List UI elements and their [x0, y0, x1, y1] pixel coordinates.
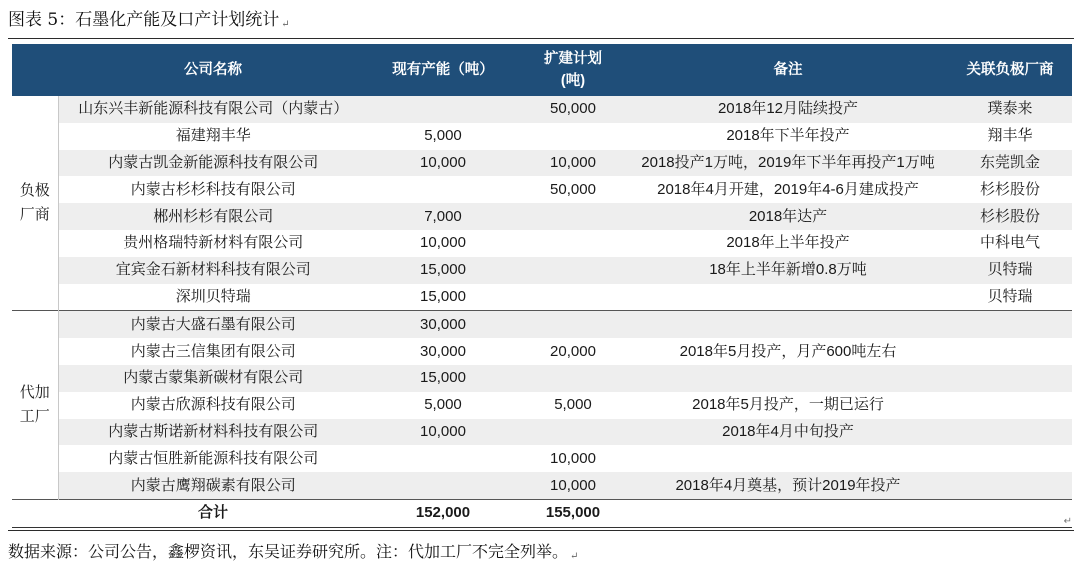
cell-capacity: 15,000	[368, 257, 518, 284]
header-note: 备注	[628, 44, 948, 96]
cell-plan	[518, 257, 628, 284]
cell-company: 郴州杉杉有限公司	[58, 203, 368, 230]
cell-note: 2018年4月开建，2019年4-6月建成投产	[657, 180, 919, 198]
cell-plan: 20,000	[550, 342, 596, 360]
cell-plan	[518, 230, 628, 257]
cell-related: 贝特瑞	[987, 287, 1033, 305]
cell-related	[948, 419, 1072, 446]
total-note-empty	[628, 499, 948, 527]
cell-company: 内蒙古欣源科技有限公司	[130, 396, 296, 414]
cell-note	[628, 311, 948, 338]
total-label: 合计	[58, 499, 368, 527]
cell-related: 中科电气	[979, 234, 1040, 252]
cell-plan: 50,000	[518, 96, 628, 123]
cell-capacity: 10,000	[420, 234, 466, 252]
cell-plan: 10,000	[518, 150, 628, 177]
total-row	[12, 499, 1072, 527]
cell-capacity	[368, 472, 518, 499]
table-row	[12, 338, 1072, 365]
cell-related	[948, 338, 1072, 365]
paragraph-mark-icon: ↵	[570, 551, 579, 562]
cell-plan	[518, 203, 628, 230]
cell-plan	[518, 365, 628, 392]
table-row	[12, 419, 1072, 446]
total-spacer	[12, 499, 58, 527]
total-related-empty	[948, 499, 1072, 527]
cell-company: 内蒙古大盛石墨有限公司	[58, 311, 368, 338]
paragraph-mark-icon: ↵	[281, 19, 290, 30]
header-group	[12, 44, 58, 96]
cell-note: 2018年12月陆续投产	[628, 96, 948, 123]
header-capacity: 现有产能（吨）	[368, 44, 518, 96]
cell-related	[948, 472, 1072, 499]
cell-plan	[518, 123, 628, 150]
cell-note	[628, 284, 948, 311]
cell-note: 2018年4月中旬投产	[628, 419, 948, 446]
cell-related	[948, 365, 1072, 392]
cell-related	[948, 311, 1072, 338]
cell-plan: 50,000	[550, 180, 596, 198]
cell-company: 内蒙古三信集团有限公司	[130, 342, 296, 360]
table-row	[12, 123, 1072, 150]
cell-capacity: 10,000	[368, 419, 518, 446]
cell-related: 杉杉股份	[979, 180, 1040, 198]
cell-capacity: 7,000	[368, 203, 518, 230]
table-row	[12, 230, 1072, 257]
cell-company: 内蒙古鹰翔碳素有限公司	[58, 472, 368, 499]
bottom-rule	[8, 530, 1074, 531]
cell-related: 翔丰华	[987, 127, 1033, 145]
cell-related: 贝特瑞	[948, 257, 1072, 284]
table-row	[12, 392, 1072, 419]
cell-company: 贵州格瑞特新材料有限公司	[123, 234, 304, 252]
caption-text: 图表 5：石墨化产能及口产计划统计	[8, 10, 280, 30]
cell-note: 2018年5月投产，一期已运行	[692, 396, 884, 414]
cell-note: 2018投产1万吨，2019年下半年再投产1万吨	[628, 150, 948, 177]
cell-plan: 10,000	[550, 449, 596, 467]
cell-note: 2018年5月投产，月产600吨左右	[679, 342, 897, 360]
cell-capacity: 15,000	[420, 287, 466, 305]
header-related: 关联负极厂商	[948, 44, 1072, 96]
cell-related: 璞泰来	[948, 96, 1072, 123]
table-row	[12, 96, 1072, 123]
cell-capacity: 30,000	[368, 311, 518, 338]
cell-capacity: 5,000	[424, 396, 462, 414]
total-capacity: 152,000	[368, 499, 518, 527]
cell-related: 东莞凯金	[948, 150, 1072, 177]
table-row	[12, 311, 1072, 338]
cell-note: 2018年达产	[628, 203, 948, 230]
cell-plan	[518, 311, 628, 338]
cell-plan: 10,000	[518, 472, 628, 499]
table-container	[12, 44, 1072, 528]
table-row	[12, 176, 1072, 203]
figure-caption	[8, 6, 290, 34]
cell-plan	[518, 284, 628, 311]
cell-company: 内蒙古斯诺新材料科技有限公司	[58, 419, 368, 446]
table-row	[12, 472, 1072, 499]
cell-note: 2018年上半年投产	[726, 234, 850, 252]
source-text: 数据来源：公司公告，鑫椤资讯，东吴证券研究所。注：代加工厂不完全列举。	[8, 542, 569, 561]
cell-company: 福建翔丰华	[175, 127, 251, 145]
cell-related	[948, 392, 1072, 419]
header-plan: 扩建计划 (吨)	[518, 44, 628, 96]
cell-plan: 5,000	[554, 396, 592, 414]
cell-company: 内蒙古凯金新能源科技有限公司	[58, 150, 368, 177]
cell-capacity: 5,000	[424, 127, 462, 145]
cell-capacity: 15,000	[368, 365, 518, 392]
cell-company: 内蒙古蒙集新碳材有限公司	[58, 365, 368, 392]
cell-company: 内蒙古恒胜新能源科技有限公司	[108, 449, 319, 467]
top-rule	[8, 38, 1074, 39]
cell-capacity	[368, 96, 518, 123]
cell-capacity: 10,000	[368, 150, 518, 177]
cell-company: 内蒙古杉杉科技有限公司	[130, 180, 296, 198]
cell-note: 18年上半年新增0.8万吨	[628, 257, 948, 284]
table-row	[12, 150, 1072, 177]
table-row	[12, 284, 1072, 311]
cell-note: 2018年下半年投产	[726, 127, 850, 145]
total-plan: 155,000	[518, 499, 628, 527]
cell-company: 深圳贝特瑞	[175, 287, 251, 305]
source-note	[8, 538, 578, 566]
header-company: 公司名称	[58, 44, 368, 96]
cell-capacity	[368, 445, 518, 472]
table-body	[12, 96, 1072, 527]
cell-note: 2018年4月奠基，预计2019年投产	[628, 472, 948, 499]
cell-capacity: 30,000	[420, 342, 466, 360]
table-row	[12, 445, 1072, 472]
cell-company: 宜宾金石新材料科技有限公司	[58, 257, 368, 284]
cell-note	[628, 365, 948, 392]
table-row	[12, 203, 1072, 230]
header-row	[12, 44, 1072, 96]
paragraph-mark-icon: ↵	[1063, 516, 1072, 527]
cell-capacity	[368, 176, 518, 203]
table-row	[12, 365, 1072, 392]
cell-related: 杉杉股份	[948, 203, 1072, 230]
table-row	[12, 257, 1072, 284]
cell-note	[628, 445, 948, 472]
cell-plan	[518, 419, 628, 446]
group-label: 代加 工厂	[12, 311, 58, 500]
cell-company: 山东兴丰新能源科技有限公司（内蒙古）	[58, 96, 368, 123]
cell-related	[948, 445, 1072, 472]
graphitization-capacity-table	[12, 44, 1072, 528]
group-label: 负极 厂商	[12, 96, 58, 311]
